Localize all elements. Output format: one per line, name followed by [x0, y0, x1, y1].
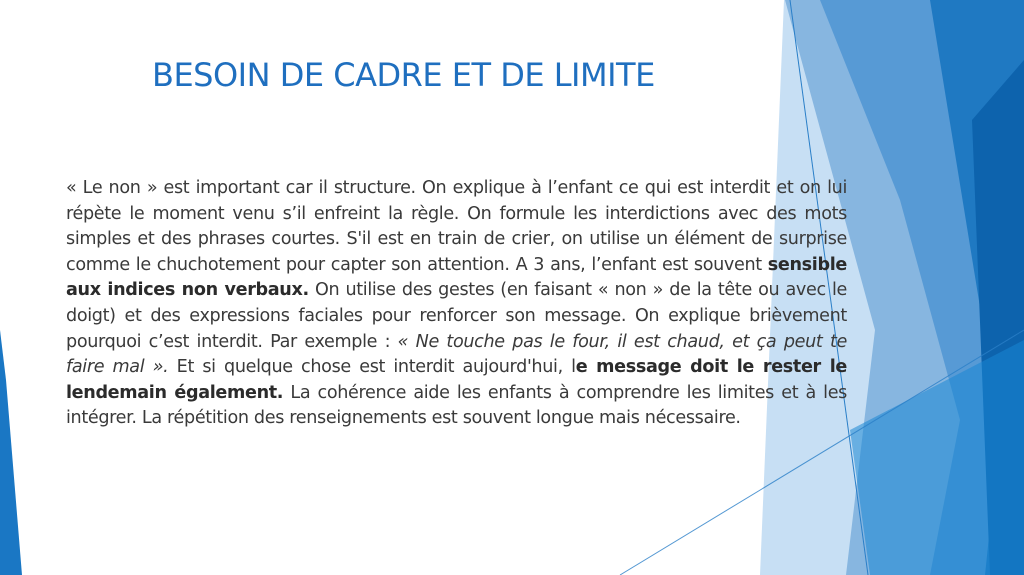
left-edge-sliver — [0, 330, 22, 575]
body-paragraph — [66, 176, 847, 432]
body-bold-2: e message doit le rester le lendemain également. — [66, 357, 847, 403]
body-italic-quote: « Ne touche pas le four, il est chaud, et ça peut te faire mal ». — [66, 331, 847, 378]
body-text-3: Et si quelque chose est interdit aujourd'hui, l — [168, 357, 576, 378]
body-text-1: « Le non » est important car il structure. On explique à l’enfant ce qui est interdit et on lui répète le moment venu s’il enfreint la règle. On formule les interdictions avec des mots simples et des phrases courtes. S'il est en train de crier, on utilise un élément de surprise comme le chuchotement pour capter son attention. A 3 ans, l’enfant est souvent — [66, 178, 847, 275]
slide-title: BESOIN DE CADRE ET DE LIMITE — [152, 56, 655, 94]
body-bold-1: sensible aux indices non verbaux. — [66, 254, 847, 301]
body-text-4: La cohérence aide les enfants à comprendre les limites et à les intégrer. La répétition des renseignements est souvent longue mais nécessaire. — [66, 382, 847, 429]
body-text-2: On utilise des gestes (en faisant « non » de la tête ou avec le doigt) et des expressions faciales pour renforcer son message. On explique brièvement pourquoi c’est interdit. Par exemple : — [66, 280, 847, 352]
